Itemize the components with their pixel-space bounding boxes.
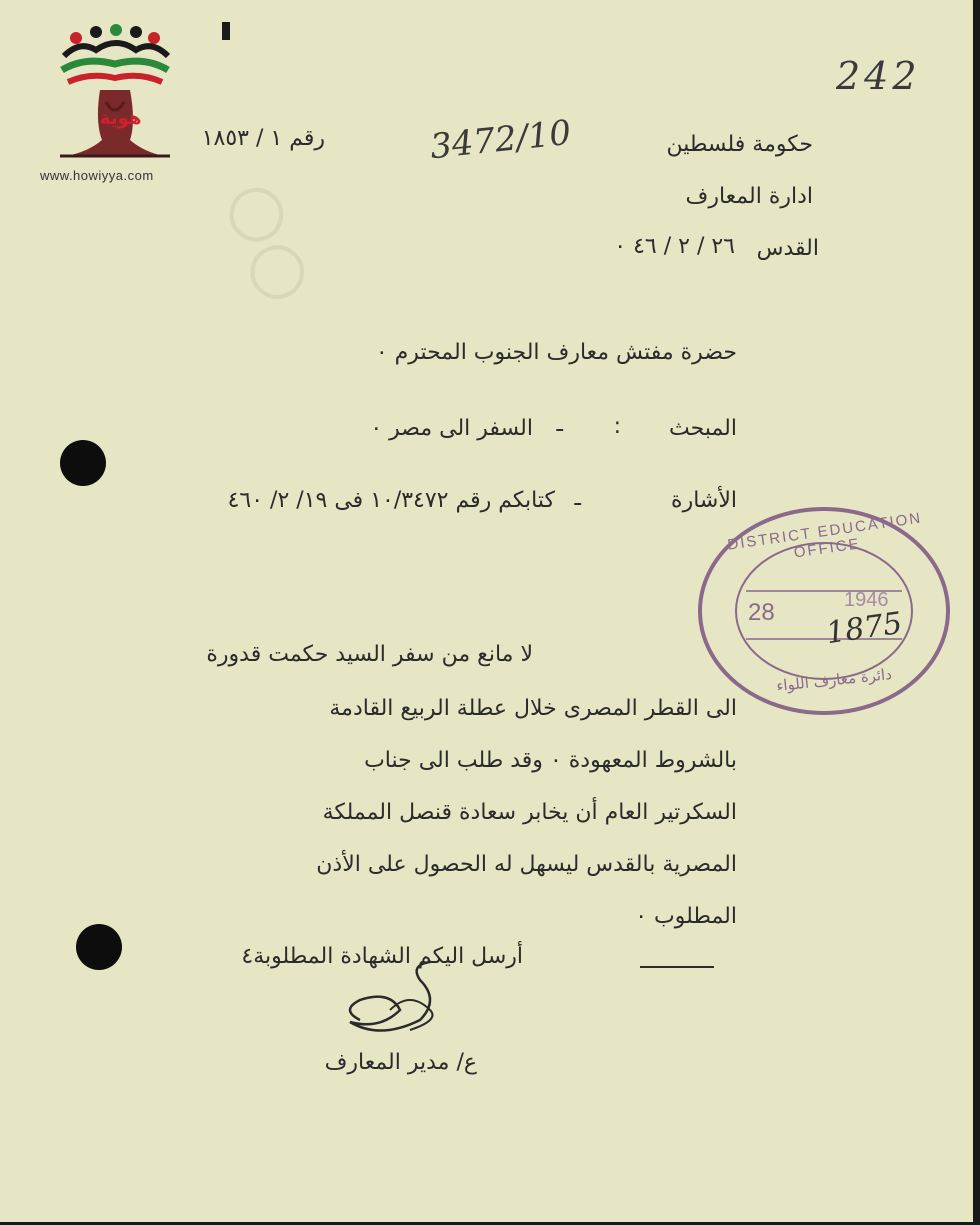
stamp-top-text: DISTRICT EDUCATION OFFICE: [726, 509, 924, 562]
enclosure-underline: [640, 966, 714, 968]
body-line-3: بالشروط المعهودة ٠ وقد طلب الى جناب: [364, 748, 737, 773]
addressee-line: حضرة مفتش معارف الجنوب المحترم ٠: [375, 340, 737, 365]
stamp-year: 1946: [844, 589, 889, 611]
subject-label: المبحث: [669, 416, 737, 441]
logo-url: www.howiyya.com: [40, 168, 154, 183]
body-line-6: المطلوب ٠: [635, 904, 737, 929]
stamp-date-number: 28: [748, 599, 775, 626]
reference-label: الأشارة: [671, 488, 737, 513]
body-line-4: السكرتير العام أن يخابر سعادة قنصل المملكة: [322, 800, 737, 825]
tree-logo-icon: [40, 22, 190, 172]
punch-hole-bottom: [76, 924, 122, 970]
district-education-office-stamp: [696, 503, 952, 718]
reference-text: كتابكم رقم ١٠/٣٤٧٢ فى ١٩/ ٢/ ٤٦٠: [227, 488, 555, 513]
punch-mark: [222, 22, 230, 40]
reference-dash: ـ: [574, 486, 581, 511]
logo-mark-text: هوية: [100, 108, 142, 129]
signature-title: ع/ مدير المعارف: [324, 1050, 477, 1075]
punch-hole-top: [60, 440, 106, 486]
enclosure-line: أرسل اليكم الشهادة المطلوبة٤: [241, 944, 523, 969]
department-title: ادارة المعارف: [685, 184, 813, 209]
government-title: حكومة فلسطين: [666, 132, 813, 157]
body-line-5: المصرية بالقدس ليسهل له الحصول على الأذن: [316, 852, 737, 877]
stamp-arabic-text: دائرة معارف اللواء: [775, 664, 893, 696]
subject-dash: ـ: [556, 412, 563, 437]
reference-number: رقم ١ / ١٨٥٣: [201, 126, 325, 151]
archive-number: 242: [836, 54, 921, 98]
watermark-left: ○○: [212, 170, 332, 313]
subject-text: السفر الى مصر ٠: [370, 416, 533, 441]
signature-scribble: [320, 960, 470, 1060]
stamp-handwritten-number: 1875: [823, 605, 905, 652]
reference-handwritten: 3472/10: [428, 112, 573, 168]
body-line-1: لا مانع من سفر السيد حكمت قدورة: [206, 642, 533, 667]
body-line-2: الى القطر المصرى خلال عطلة الربيع القادمة: [329, 696, 737, 721]
subject-separator: :: [613, 414, 621, 439]
place-label: القدس: [756, 236, 819, 261]
letter-date: ٢٦ / ٢ / ٤٦ ٠: [614, 234, 735, 259]
howiyya-logo: [40, 22, 190, 192]
